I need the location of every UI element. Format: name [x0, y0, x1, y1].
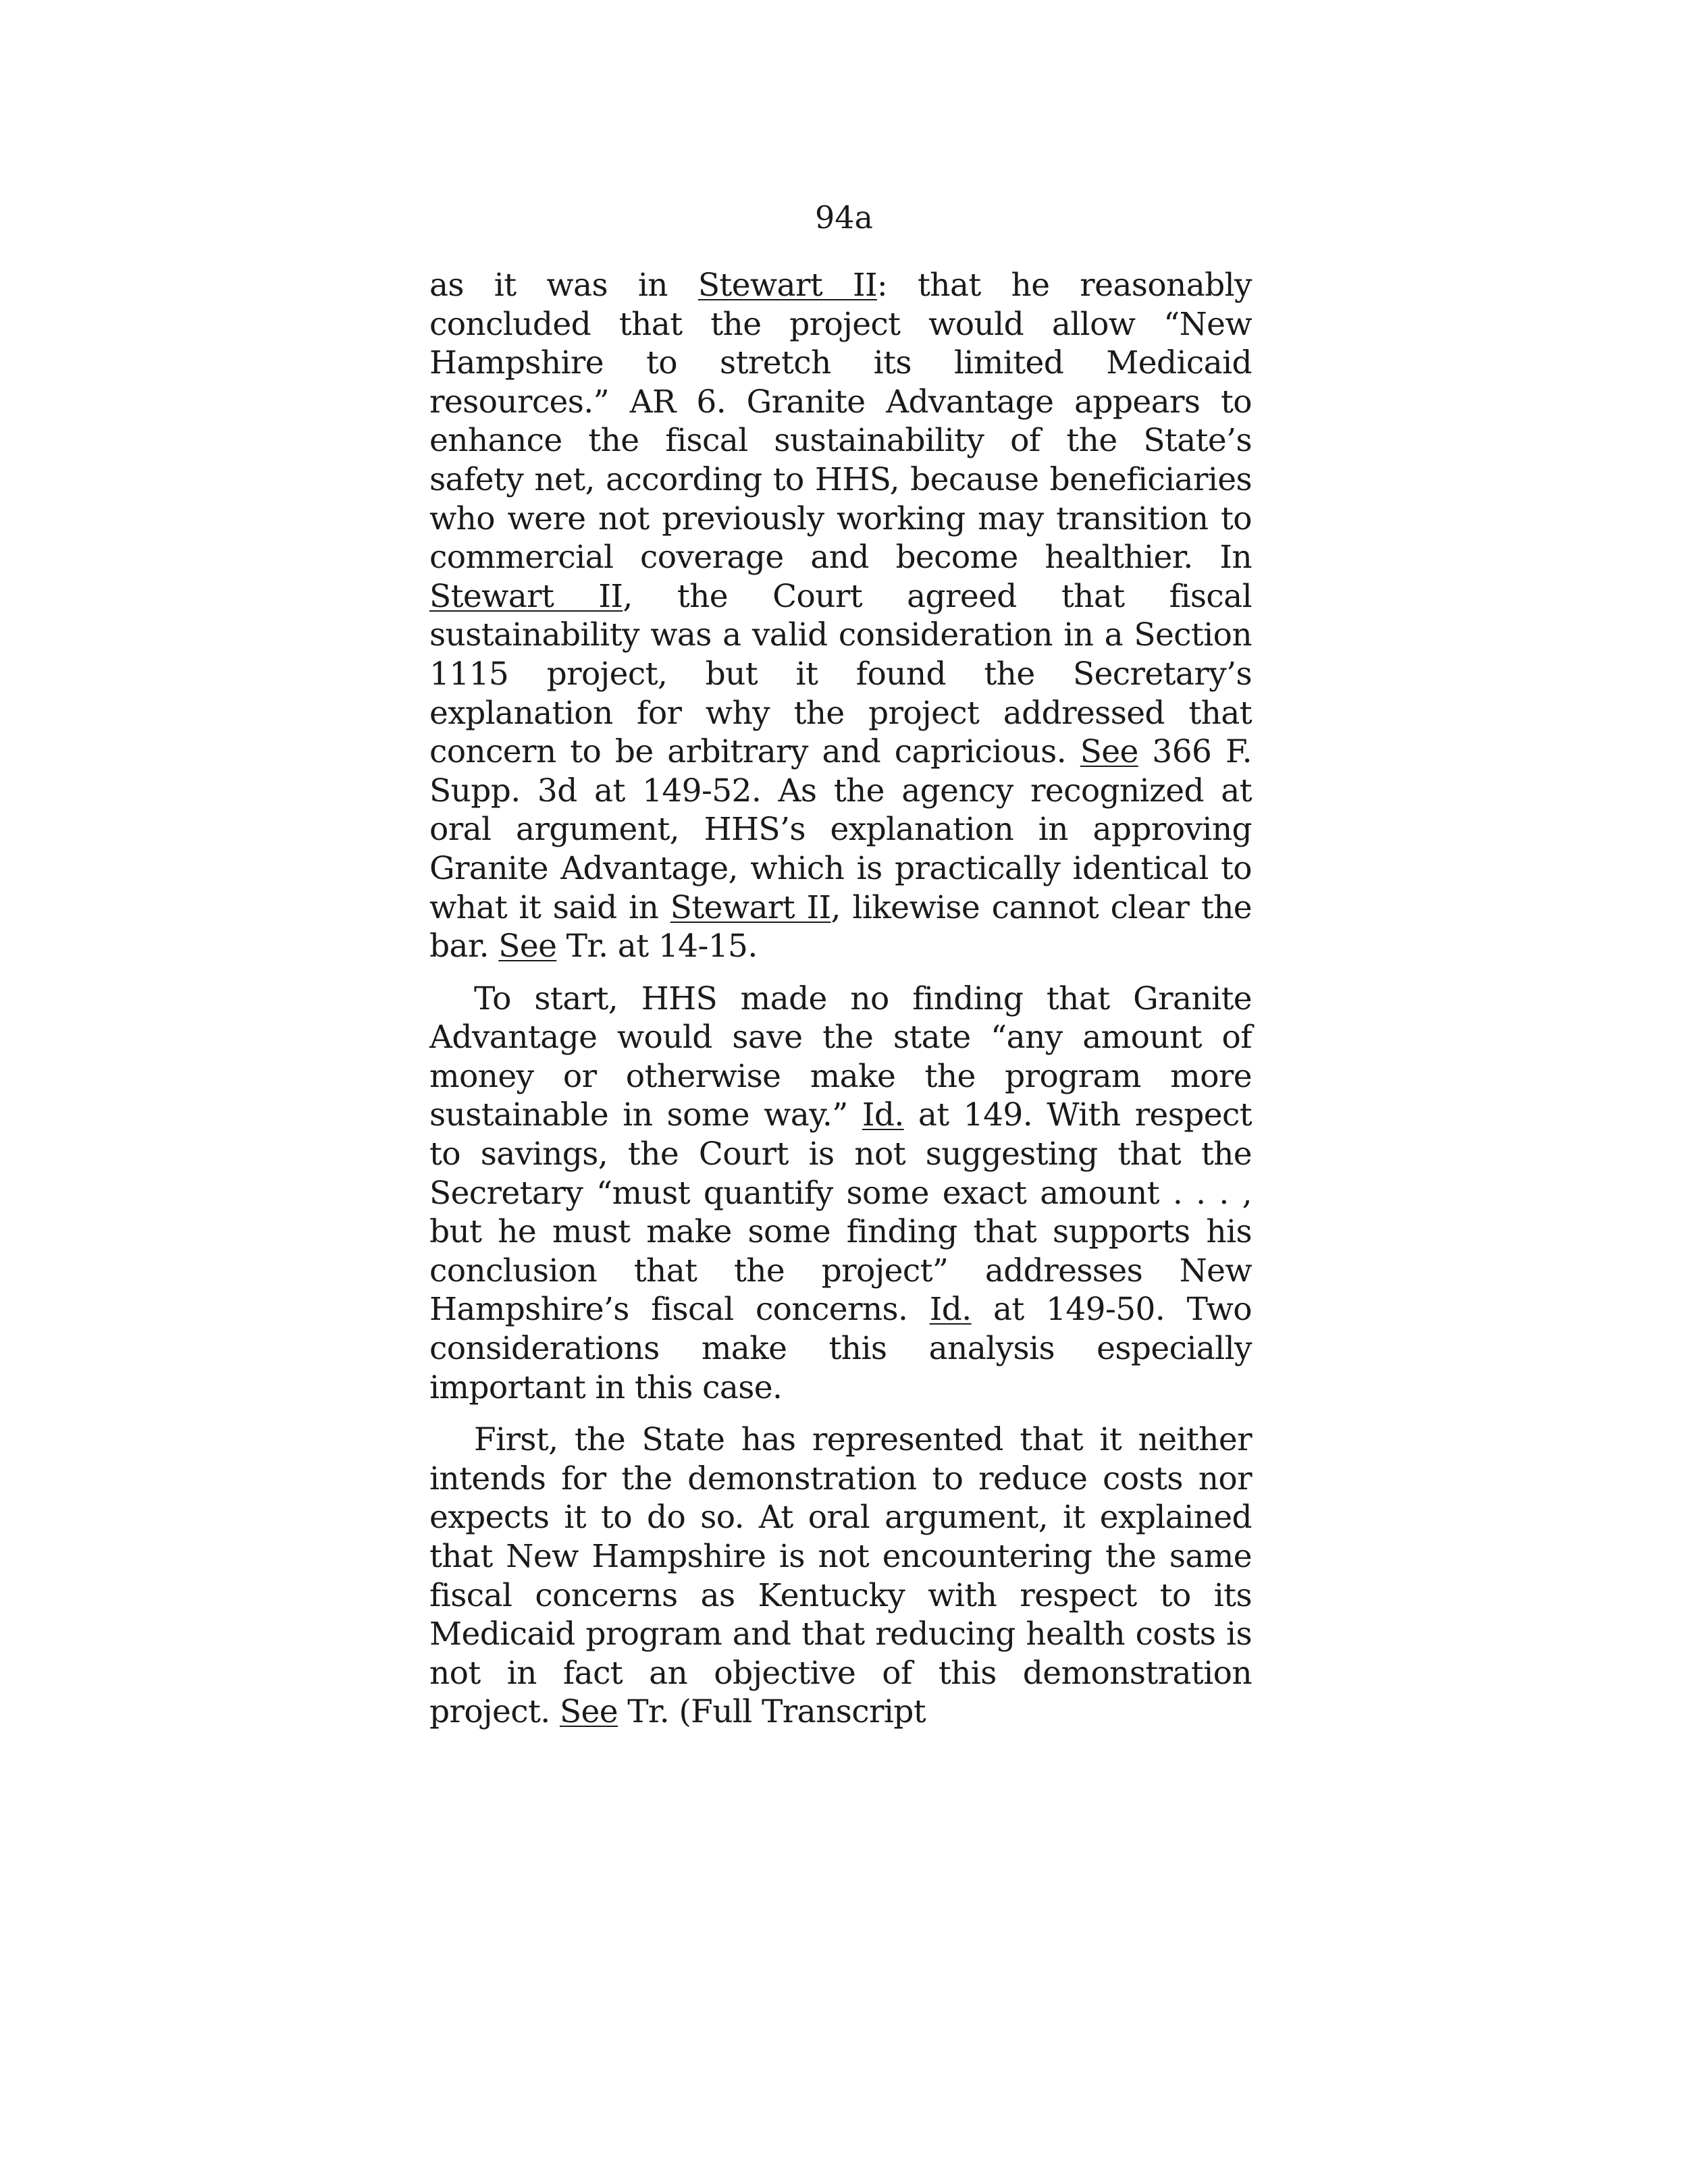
text-segment: , the Court agreed that fiscal sustainability was a valid consideration in a Section 1115 project, but it found the Secretary’s explanation for why the project addressed that concern to be arbitrary and capricious.: [429, 577, 1252, 771]
text-segment: Tr. at 14-15.: [556, 928, 758, 965]
signal-see: See: [498, 928, 557, 965]
case-citation-stewart-ii: Stewart II: [670, 888, 831, 926]
text-segment: as it was in: [429, 267, 698, 304]
signal-see: See: [559, 1693, 618, 1731]
body-text: [429, 266, 1252, 1745]
text-segment: To start, HHS made no finding that Granite Advantage would save the state “any amount of money or otherwise make the program more sustainable in some way.”: [429, 980, 1252, 1134]
signal-id: Id.: [862, 1096, 904, 1134]
text-segment: Tr. (Full Transcript: [617, 1693, 926, 1731]
paragraph-3: [429, 1420, 1252, 1732]
page-number: 94a: [815, 199, 873, 236]
text-segment: : that he reasonably concluded that the project would allow “New Hampshire to stretch its limited Medicaid resources.” AR 6. Granite Advantage appears to enhance the fiscal sustainability of the State’s safety net, according to HHS, because beneficiaries who were not previously working may transition to commercial coverage and become healthier. In: [429, 267, 1252, 577]
paragraph-1: [429, 266, 1252, 966]
text-segment: First, the State has represented that it neither intends for the demonstration to reduce costs nor expects it to do so. At oral argument, it explained that New Hampshire is not encountering the same fiscal concerns as Kentucky with respect to its Medicaid program and that reducing health costs is not in fact an objective of this demonstration project.: [429, 1421, 1252, 1731]
signal-see: See: [1080, 733, 1138, 771]
case-citation-stewart-ii: Stewart II: [429, 577, 623, 615]
text-segment: 366 F. Supp. 3d at 149-52. As the agency recognized at oral argument, HHS’s explanation in approving Granite Advantage, which is practically identical to what it said in: [429, 733, 1252, 926]
text-segment: , likewise cannot clear the bar.: [429, 888, 1252, 965]
text-segment: at 149. With respect to savings, the Court is not suggesting that the Secretary “must quantify some exact amount . . . , but he must make some finding that supports his conclusion that the project” addresses New Hampshire’s fiscal concerns.: [429, 1096, 1252, 1329]
signal-id: Id.: [929, 1291, 972, 1329]
case-citation-stewart-ii: Stewart II: [697, 267, 877, 304]
text-segment: at 149-50. Two considerations make this analysis especially important in this case.: [429, 1291, 1252, 1406]
paragraph-2: [429, 980, 1252, 1408]
